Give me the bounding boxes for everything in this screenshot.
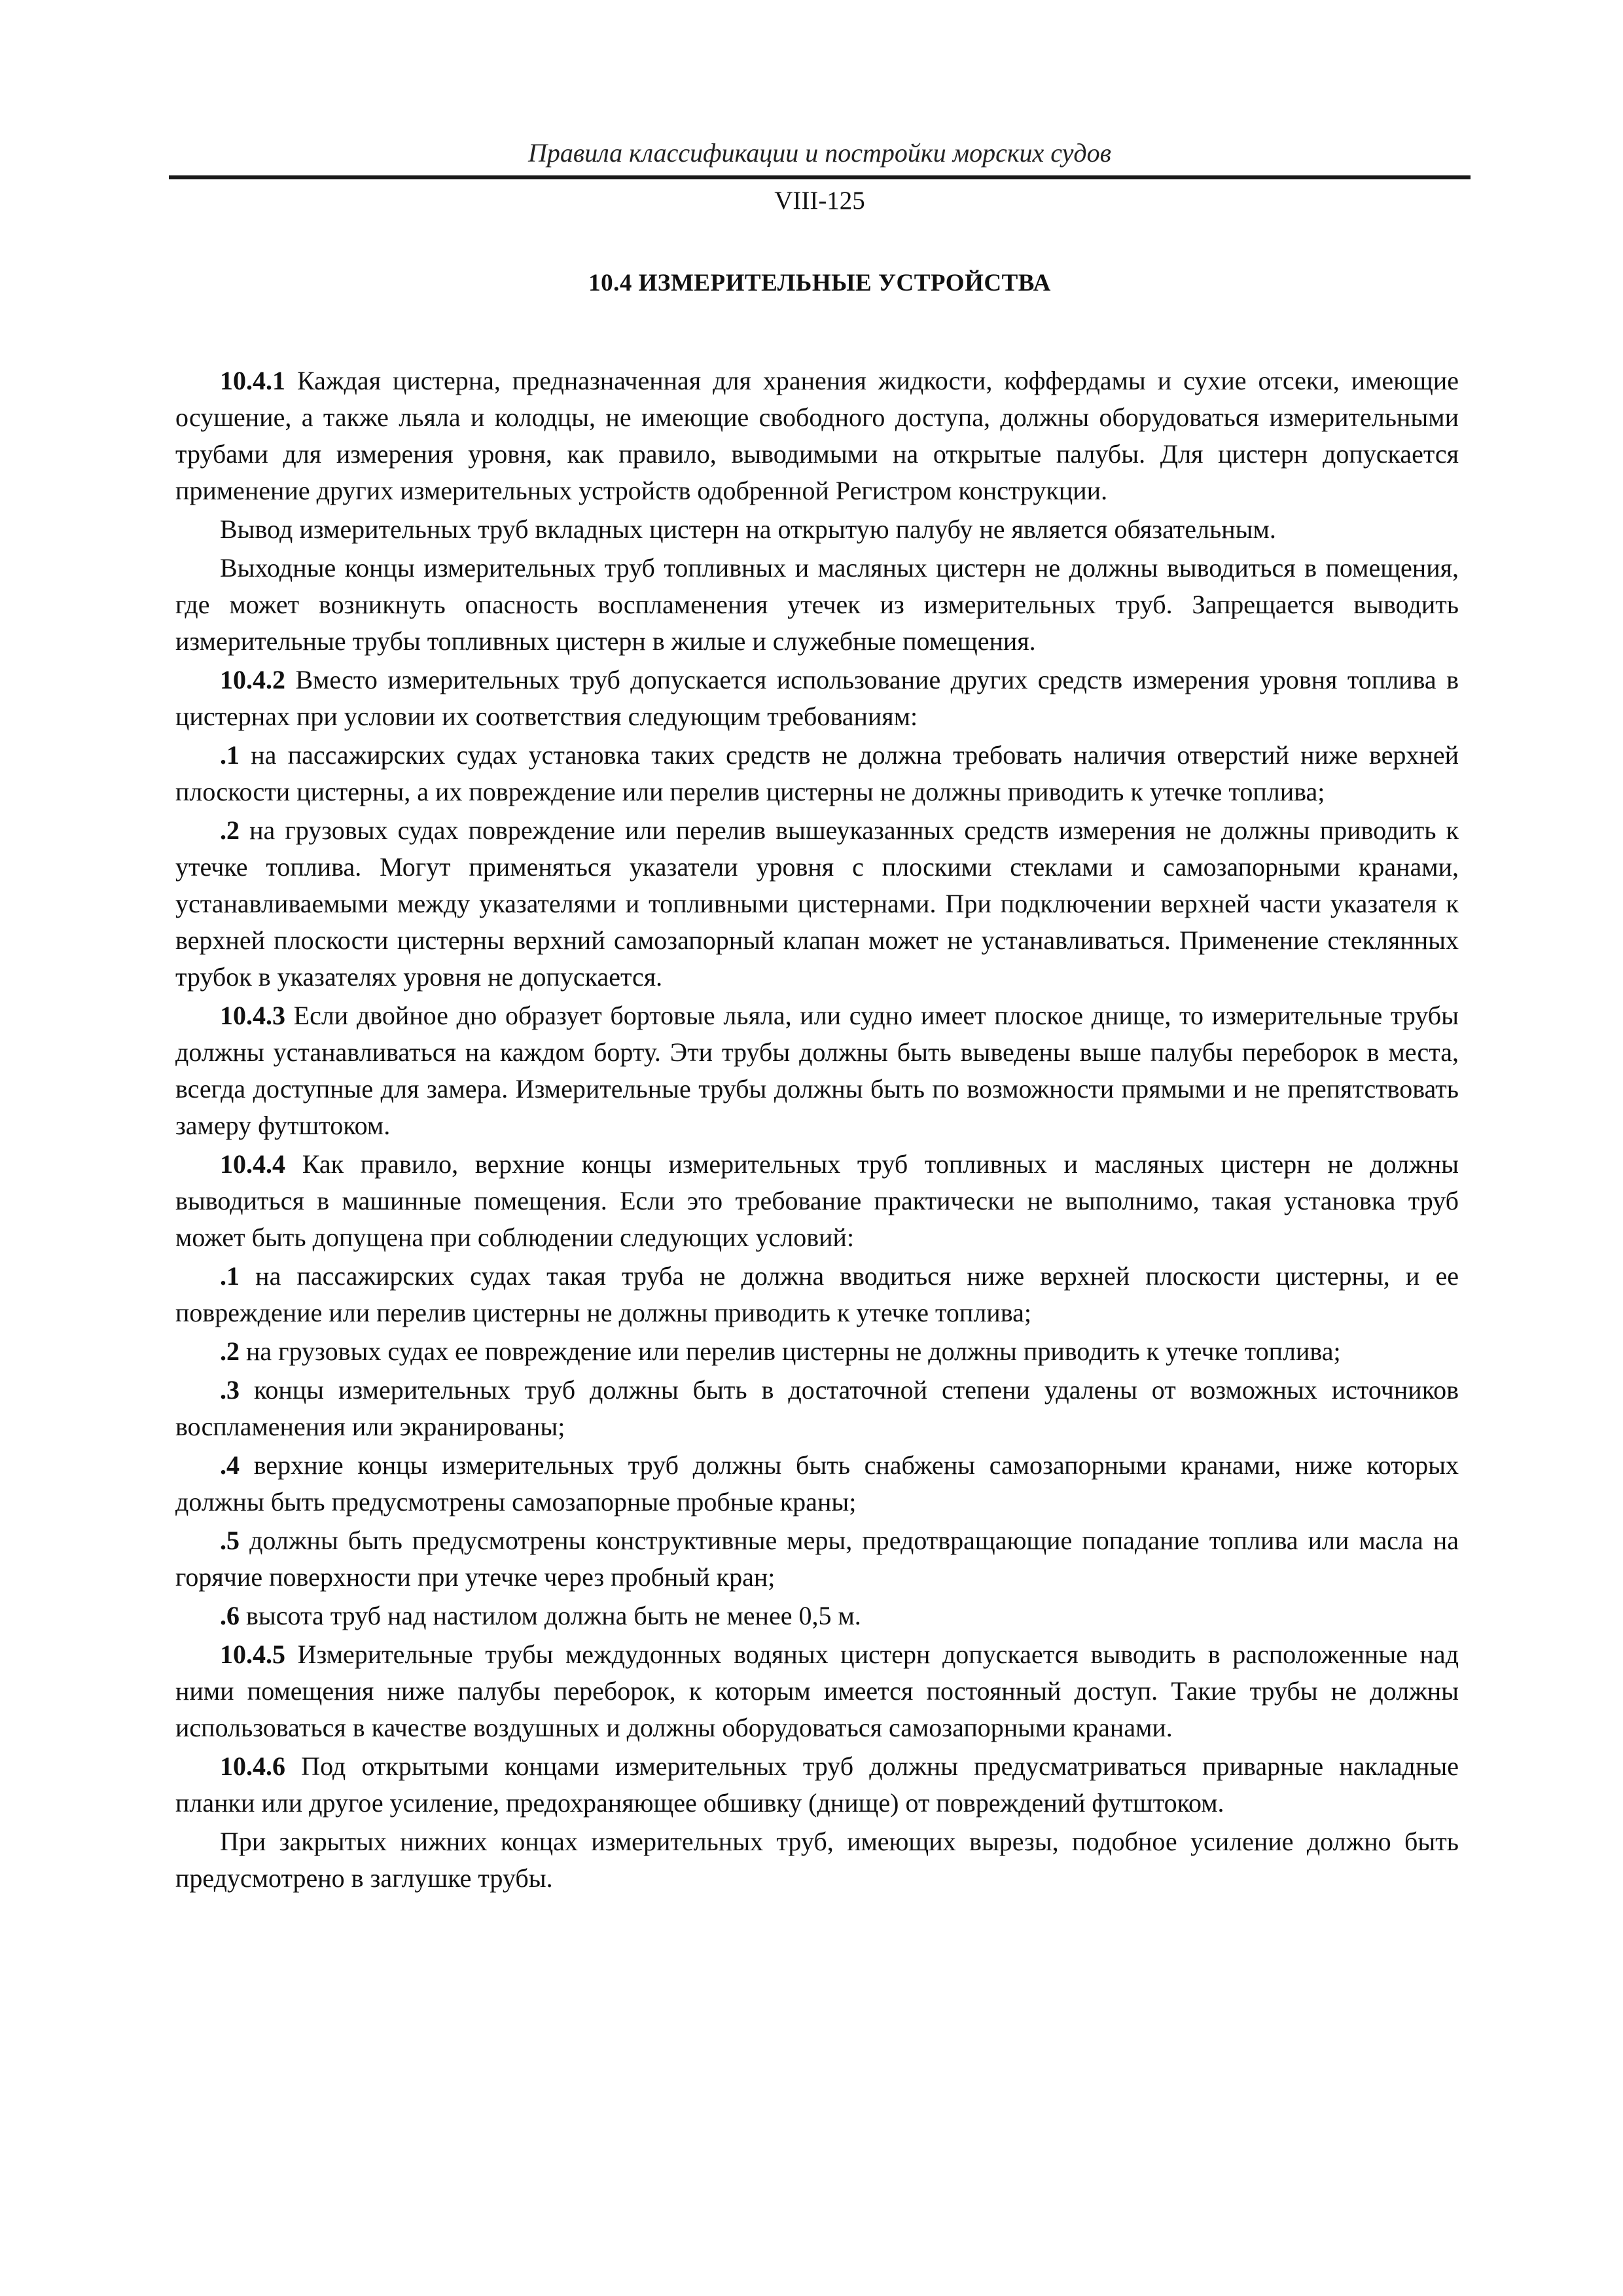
paragraph-10-4-4	[175, 1146, 1459, 1256]
header-rule	[169, 175, 1471, 179]
paragraph-text: Под открытыми концами измерительных труб должны предусматриваться приварные накладные планки или другое усиление, предохраняющее обшивку (днище) от повреждений футштоком.	[175, 1751, 1459, 1818]
running-header-title: Правила классификации и постройки морских судов	[527, 138, 1112, 168]
item-number: .4	[220, 1450, 240, 1480]
list-item	[175, 1447, 1459, 1520]
paragraph-text: на пассажирских судах установка таких средств не должна требовать наличия отверстий ниже верхней плоскости цистерны, а их повреждение или перелив цистерны не должны приводить к утечке топлива;	[175, 740, 1459, 806]
clause-number: 10.4.5	[220, 1640, 285, 1669]
paragraph-text: должны быть предусмотрены конструктивные меры, предотвращающие попадание топлива или масла на горячие поверхности при утечке через пробный кран;	[175, 1526, 1459, 1592]
paragraph-text: верхние концы измерительных труб должны быть снабжены самозапорными кранами, ниже которых должны быть предусмотрены самозапорные пробные краны;	[175, 1450, 1459, 1516]
list-item	[175, 1258, 1459, 1331]
paragraph-10-4-1	[175, 363, 1459, 509]
paragraph-text: концы измерительных труб должны быть в достаточной степени удалены от возможных источников воспламенения или экранированы;	[175, 1375, 1459, 1441]
paragraph-text: Вместо измерительных труб допускается использование других средств измерения уровня топлива в цистернах при условии их соответствия следующим требованиям:	[175, 665, 1459, 731]
paragraph	[175, 1823, 1459, 1897]
paragraph-text: высота труб над настилом должна быть не менее 0,5 м.	[240, 1601, 861, 1630]
paragraph-text: Измерительные трубы междудонных водяных цистерн допускается выводить в расположенные над ними помещения ниже палубы переборок, к которым имеется постоянный доступ. Такие трубы не должны использоваться в качестве воздушных и должны оборудоваться самозапорными кранами.	[175, 1640, 1459, 1742]
clause-number: 10.4.4	[220, 1149, 285, 1179]
paragraph-10-4-3	[175, 997, 1459, 1144]
clause-number: 10.4.2	[220, 665, 285, 694]
item-number: .3	[220, 1375, 240, 1405]
item-number: .6	[220, 1601, 240, 1630]
list-item	[175, 1372, 1459, 1445]
item-number: .2	[220, 816, 240, 845]
list-item	[175, 737, 1459, 810]
item-number: .1	[220, 740, 240, 770]
page-number: VIII-125	[774, 187, 865, 215]
paragraph-10-4-6	[175, 1748, 1459, 1821]
section-body	[175, 363, 1459, 1899]
item-number: .5	[220, 1526, 240, 1555]
paragraph-text: Как правило, верхние концы измерительных труб топливных и масляных цистерн не должны выводиться в машинные помещения. Если это требование практически не выполнимо, такая установка труб может быть допущена при соблюдении следующих условий:	[175, 1149, 1459, 1252]
paragraph-text: на пассажирских судах такая труба не должна вводиться ниже верхней плоскости цистерны, и ее повреждение или перелив цистерны не должны приводить к утечке топлива;	[175, 1261, 1459, 1327]
paragraph-10-4-2	[175, 662, 1459, 735]
list-item	[175, 1333, 1459, 1370]
clause-number: 10.4.1	[220, 366, 285, 395]
paragraph-text: При закрытых нижних концах измерительных труб, имеющих вырезы, подобное усиление должно быть предусмотрено в заглушке трубы.	[175, 1827, 1459, 1893]
paragraph-text: Выходные концы измерительных труб топливных и масляных цистерн не должны выводиться в помещения, где может возникнуть опасность воспламенения утечек из измерительных труб. Запрещается выводить измерительные трубы топливных цистерн в жилые и служебные помещения.	[175, 553, 1459, 656]
paragraph-text: Каждая цистерна, предназначенная для хранения жидкости, коффердамы и сухие отсеки, имеющие осушение, а также льяла и колодцы, не имеющие свободного доступа, должны оборудоваться измерительными трубами для измерения уровня, как правило, выводимыми на открытые палубы. Для цистерн допускается применение других измерительных устройств одобренной Регистром конструкции.	[175, 366, 1459, 505]
paragraph	[175, 550, 1459, 660]
list-item	[175, 1522, 1459, 1596]
clause-number: 10.4.3	[220, 1001, 285, 1030]
paragraph-10-4-5	[175, 1636, 1459, 1746]
paragraph-text: на грузовых судах повреждение или перелив вышеуказанных средств измерения не должны приводить к утечке топлива. Могут применяться указатели уровня с плоскими стеклами и самозапорными кранами, устанавливаемыми между указателями и топливными цистернами. При подключении верхней части указателя к верхней плоскости цистерны верхний самозапорный клапан может не устанавливаться. Применение стеклянных трубок в указателях уровня не допускается.	[175, 816, 1459, 992]
paragraph-text: на грузовых судах ее повреждение или перелив цистерны не должны приводить к утечке топлива;	[240, 1336, 1341, 1366]
item-number: .1	[220, 1261, 240, 1291]
clause-number: 10.4.6	[220, 1751, 285, 1781]
list-item	[175, 1598, 1459, 1634]
item-number: .2	[220, 1336, 240, 1366]
paragraph-text: Если двойное дно образует бортовые льяла, или судно имеет плоское днище, то измерительные трубы должны устанавливаться на каждом борту. Эти трубы должны быть выведены выше палубы переборок в места, всегда доступные для замера. Измерительные трубы должны быть по возможности прямыми и не препятствовать замеру футштоком.	[175, 1001, 1459, 1140]
section-title: 10.4 ИЗМЕРИТЕЛЬНЫЕ УСТРОЙСТВА	[588, 270, 1051, 296]
paragraph-text: Вывод измерительных труб вкладных цистерн на открытую палубу не является обязательным.	[220, 514, 1276, 544]
list-item	[175, 812, 1459, 996]
paragraph	[175, 511, 1459, 548]
